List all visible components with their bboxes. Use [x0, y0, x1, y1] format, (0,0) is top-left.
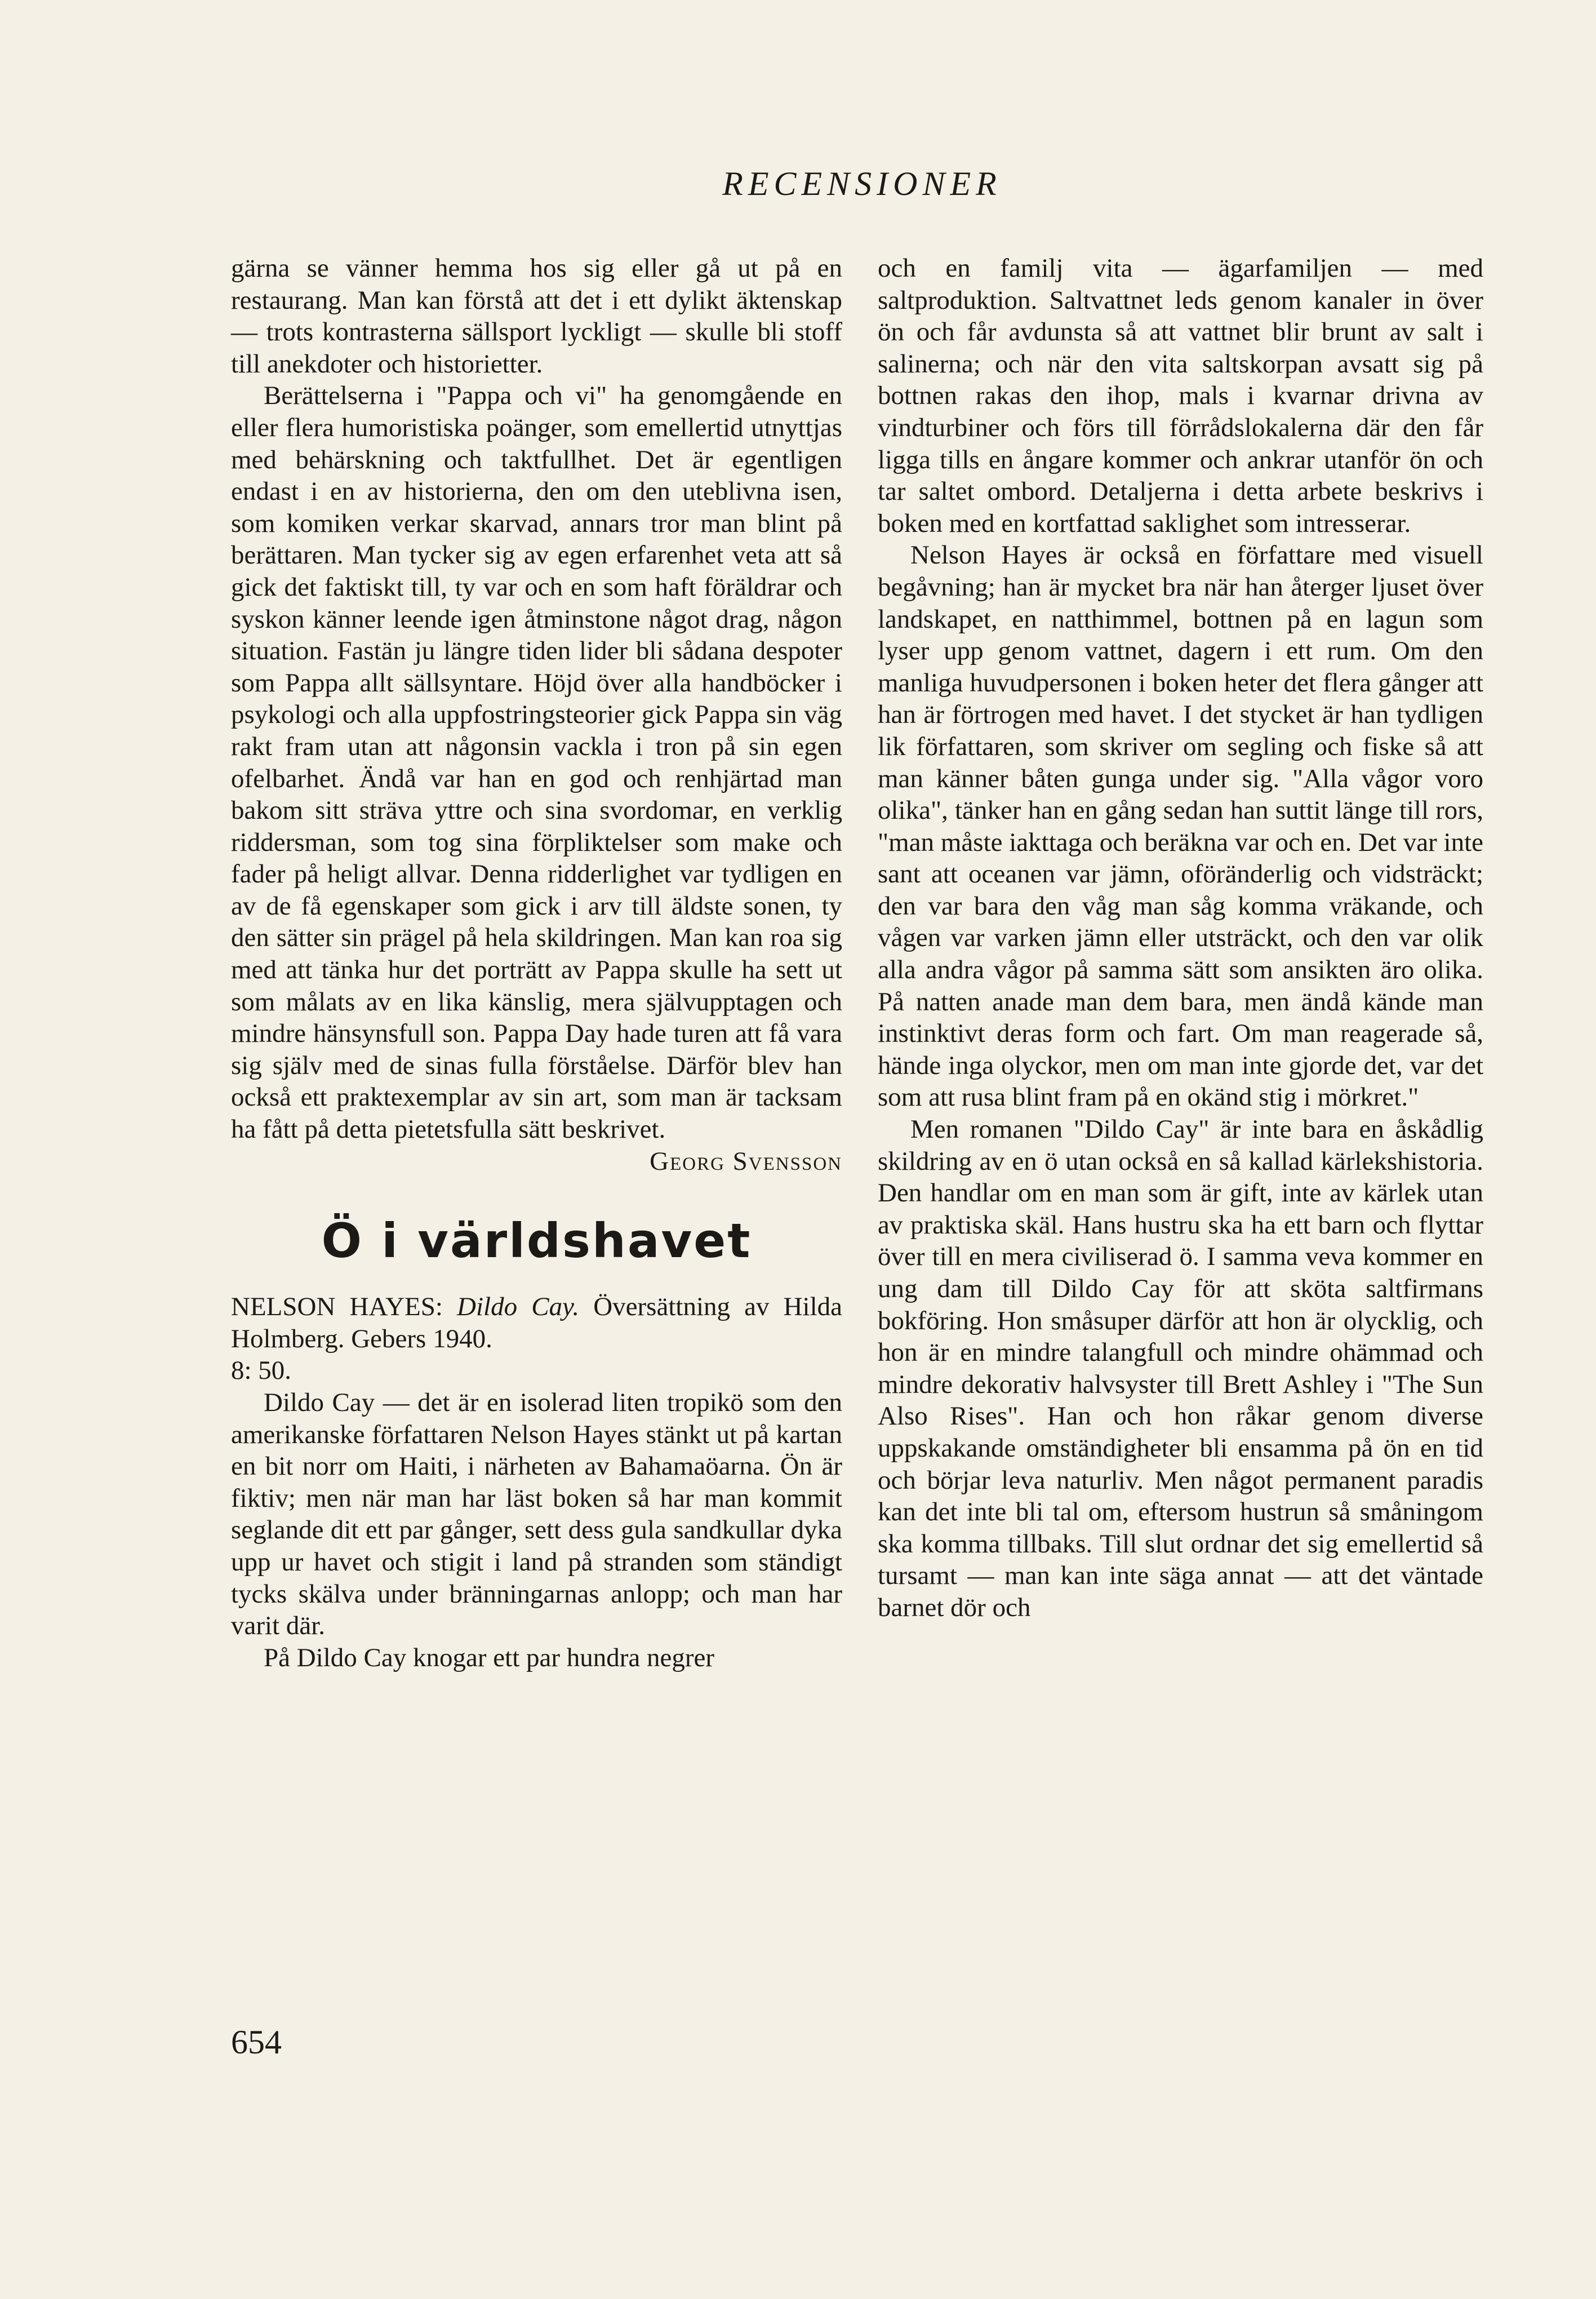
paragraph: På Dildo Cay knogar ett par hundra negrer [264, 1643, 715, 1672]
running-head: RECENSIONER [722, 165, 1002, 202]
paragraph: gärna se vänner hemma hos sig eller gå ut på en restaurang. Man kan förstå att det i ett dylikt äktenskap — trots kontrasterna sällsport lyckligt — skulle bli stoff till anekdoter och historietter. [231, 254, 842, 379]
paragraph: Men romanen "Dildo Cay" är inte bara en åskådlig skildring av en ö utan också en så kallad kärlekshistoria. Den handlar om en man som är gift, inte av kärlek utan av praktiska skäl. Hans hustru ska ha ett barn och flyttar över till en mera civiliserad ö. I samma veva kommer en ung dam till Dildo Cay för att sköta saltfirmans bokföring. Hon småsuper därför att hon är olycklig, och hon är en mindre talangfull och mindre ohämmad och mindre dekorativ halvsyster till Brett Ashley i "The Sun Also Rises". Han och hon råkar genom diverse uppskakande omständigheter bli ensamma på ön en tid och börjar leva naturliv. Men något permanent paradis kan det inte bli tal om, eftersom hustrun så småningom ska komma tillbaks. Till slut ordnar det sig emellertid så tursamt — man kan inte säga annat — att det väntade barnet dör och [878, 1115, 1483, 1622]
paragraph: och en familj vita — ägarfamiljen — med saltproduktion. Saltvattnet leds genom kanaler in över ön och får avdunsta så att vattnet blir brunt av salt i salinerna; och när den vita saltskorpan avsatt sig på bottnen rakas den ihop, mals i kvarnar drivna av vindturbiner och förs till förrådslokalerna där den får ligga tills en ångare kommer och ankrar utanför ön och tar saltet ombord. Detaljerna i detta arbete beskrivs i boken med en kortfattad saklighet som intresserar. [878, 254, 1483, 538]
right-column [878, 252, 1483, 1624]
page-number: 654 [231, 2023, 282, 2061]
paragraph: Dildo Cay — det är en isolerad liten tropikö som den amerikanske författaren Nelson Hayes stänkt ut på kartan en bit norr om Haiti, i närheten av Bahamaöarna. Ön är fiktiv; men när man har läst boken så har man kommit seglande dit ett par gånger, sett dess gula sandkullar dyka upp ur havet och stigit i land på stranden som ständigt tycks skälva under bränningarnas anlopp; och man har varit där. [231, 1388, 842, 1641]
book-details: Översättning av Hilda Holmberg. Gebers 1940. [231, 1292, 843, 1353]
bibliographic-entry [231, 1291, 842, 1387]
paragraph: Nelson Hayes är också en författare med visuell begåvning; han är mycket bra när han återger ljuset över landskapet, en natthimmel, bottnen på en lagun som lyser upp genom vattnet, dagern i ett rum. Om den manliga huvudpersonen i boken heter det flera gånger att han är förtrogen med havet. I det stycket är han tydligen lik författaren, som skriver om segling och fiske så att man känner båten gunga under sig. "Alla vågor voro olika", tänker han en gång sedan han suttit länge till rors, "man måste iakttaga och beräkna var och en. Det var inte sant att oceanen var jämn, oföränderlig och vidsträckt; den var bara den våg man såg komma vräkande, och vågen var varken jämn eller utsträckt, och den var olik alla andra vågor på samma sätt som ansikten äro olika. På natten anade man dem bara, men ändå kände man instinktivt deras form och fart. Om man reagerade så, hände inga olyckor, men om man inte gjorde det, var det som att rusa blint fram på en okänd stig i mörkret." [878, 540, 1483, 1112]
book-title: Dildo Cay. [457, 1292, 580, 1322]
signature-author: Georg Svensson [650, 1146, 842, 1176]
review-signature [231, 1146, 842, 1178]
paragraph: Berättelserna i "Pappa och vi" ha genomgående en eller flera humoristiska poänger, som emellertid utnyttjas med behärskning och taktfullhet. Det är egentligen endast i en av historierna, den om den uteblivna isen, som komiken verkar skarvad, annars tror man blint på berättaren. Man tycker sig av egen erfarenhet veta att så gick det faktiskt till, ty var och en som haft föräldrar och syskon känner leende igen åtminstone något drag, någon situation. Fastän ju längre tiden lider bli sådana despoter som Pappa allt sällsyntare. Höjd över alla handböcker i psykologi och alla uppfostringsteorier gick Pappa sin väg rakt fram utan att någonsin vackla i tron på sin egen ofelbarhet. Ändå var han en god och renhjärtad man bakom sitt sträva yttre och sina svordomar, en verklig riddersman, som tog sina förpliktelser som make och fader på heligt allvar. Denna ridderlighet var tydligen en av de få egenskaper som gick i arv till äldste sonen, ty den sätter sin prägel på hela skildringen. Man kan roa sig med att tänka hur det porträtt av Pappa skulle ha sett ut som målats av en lika känslig, mera självupptagen och mindre hänsynsfull son. Pappa Day hade turen att få vara sig själv med de sinas fulla förståelse. Därför blev han också ett praktexemplar av sin art, som man är tacksam ha fått på detta pietetsfulla sätt beskrivet. [231, 381, 842, 1144]
book-price: 8: 50. [231, 1356, 292, 1386]
left-column [231, 252, 842, 1674]
book-author: NELSON HAYES: [231, 1292, 443, 1322]
review-title: Ö i världshavet [321, 1213, 752, 1269]
